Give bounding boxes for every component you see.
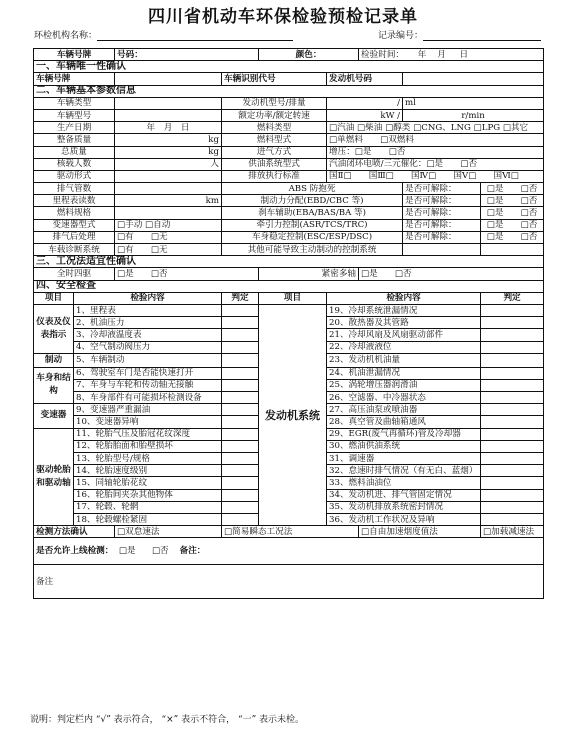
section-4-title: 四、安全检查	[34, 280, 544, 292]
esc-options[interactable]: □是 □否	[481, 231, 544, 243]
footnote: 说明：判定栏内 “√” 表示符合， “×” 表示不符合， “一” 表示未检。	[30, 715, 305, 725]
group-engine: 发动机系统	[259, 304, 327, 525]
awd-options[interactable]: □是 □否	[115, 268, 259, 280]
method-transient[interactable]: □简易瞬态工况法	[222, 526, 359, 538]
page-title: 四川省机动车环保检验预检记录单	[148, 7, 418, 27]
org-name-label: 环检机构名称：	[34, 31, 98, 41]
judge-cell[interactable]	[481, 304, 544, 316]
allow-online-row: 是否允许上线检测： □是 □否 备注：	[34, 538, 544, 565]
group-body: 车身和结构	[34, 367, 74, 404]
allow-yes[interactable]: □是	[118, 546, 136, 557]
gearbox-options[interactable]: □手动 □自动	[115, 219, 222, 231]
method-dual-idle[interactable]: □双怠速法	[115, 526, 222, 538]
multi-axle-options[interactable]: □是 □否	[359, 268, 544, 280]
emission-standard-options[interactable]: 国Ⅱ□ 国Ⅲ□ 国Ⅳ□ 国Ⅴ□ 国Ⅵ□	[327, 170, 544, 182]
aftertreatment-options[interactable]: □有 □无	[115, 231, 222, 243]
section-1-title: 一、车辆唯一性确认	[34, 61, 544, 73]
fuel-system-options[interactable]: 汽油闭环电喷/三元催化：□是 □否	[327, 158, 544, 170]
color-field[interactable]: 颜色：	[259, 49, 359, 61]
allow-no[interactable]: □否	[151, 546, 169, 557]
section-2-title: 二、车辆基本参数信息	[34, 85, 544, 97]
serial-number-field[interactable]	[378, 28, 541, 41]
ebd-options[interactable]: □是 □否	[481, 195, 544, 207]
judge-cell[interactable]	[222, 304, 259, 316]
serial-number-label: 记录编号：	[378, 31, 424, 41]
group-wheel: 驱动轮胎和驱动轴	[34, 428, 74, 526]
eba-options[interactable]: □是 □否	[481, 207, 544, 219]
method-lug-down[interactable]: □加载减速法	[481, 526, 544, 538]
inspection-form: 车辆号牌 号码： 颜色： 检验时间： 年 月 日 一、车辆唯一性确认 车辆号牌 车辆识别代号 发动机号码 二、车辆基本参数信息 车辆类型 发动机型号/排量 / ml 车辆型号 额定功率/额定转速 kW / r/min 生产日期 年 月 日 燃料类型 □汽油 □柴油 □醇类 □CNG、LNG □LPG □其它 整备质量 kg 燃料型式 □单燃料 □双燃料 总质量 kg 进气方式 增压：□是 □否 核载人数 人 供油系统型式 汽油闭环电喷/三元催化：□是 □否 驱动形式 排放执行标准 国Ⅱ□ 国Ⅲ□ 国Ⅳ□ 国Ⅴ□ 国Ⅵ□ 排气管数 ABS 防抱死 是否可解除： □是 □否 里程表读数 km 制动力分配(EBD/CBC 等) 是否可解除： □是 □否 燃料规格 刹车辅助(EBA/BAS/BA 等) 是否可解除： □是 □否 变速器型式 □手动 □自动 牵引力控制(ASR/TCS/TRC) 是否可解除： □是 □否 排气后处理 □有 □无 车身稳定控制(ESC/ESP/DSC) 是否可解除： □是 □否 车载诊断系统 □有 □无 其他可能导致主动制动的控制系统 三、工况法适宜性确认 全时四驱 □是 □否 紧密多轴 □是 □否 四、安全检查 项目 检验内容 判定 项目 检验内容 判定 仪表及仪表指示 1、里程表 发动机系统 19、冷却系统泄漏情况 2、机油压力 20、散热器及其管路 3、冷却液温度表 21、冷却风扇及风扇驱动部件 4、空气制动阀压力 22、冷却液液位 制动 5、车辆制动 23、发动机机油量 车身和结构 6、驾驶室车门是否能快速打开 24、机油泄漏情况 7、车身与车轮和传动轴无接触 25、涡轮增压器润滑油 8、车身部件有可能损坏检测设备 26、空滤器、中冷器状态 变速器 9、变速器严重漏油 27、高压油泵或喷油器 10、变速器异响 28、真空管及曲轴箱通风 驱动轮胎和驱动轴 11、轮胎气压及胎冠花纹深度 29、EGR(废气再循环)管及冷却器 12、轮胎胎面和胎壁损坏 30、燃油供油系统 13、轮胎型号/规格 31、调速器 14、轮胎速度级别 32、怠速时排气情况（有无白、蓝烟） 15、同轴轮胎花纹 33、燃料油油位 16、轮胎间夹杂其他物体 34、发动机进、排气管固定情况 17、轮毂、轮辋 35、发动机排放系统密封情况 18、轮毂螺栓紧固 36、发动机工作状况及异响 检测方法确认 □双怠速法 □简易瞬态工况法 □自由加速烟度值法 □加载减速法 是否允许上线检测： □是 □否 备注： 备注	[33, 48, 544, 599]
section-3-title: 三、工况法适宜性确认	[34, 256, 544, 268]
group-instrument: 仪表及仪表指示	[34, 304, 74, 353]
abs-options[interactable]: □是 □否	[481, 183, 544, 195]
intake-options[interactable]: 增压：□是 □否	[327, 146, 544, 158]
obd-options[interactable]: □有 □无	[115, 244, 222, 256]
org-name-field[interactable]	[34, 28, 293, 41]
id-plate-field[interactable]	[115, 73, 222, 85]
group-transmission: 变速器	[34, 404, 74, 428]
asr-options[interactable]: □是 □否	[481, 219, 544, 231]
fuel-form-options[interactable]: □单燃料 □双燃料	[327, 134, 544, 146]
remark-area[interactable]: 备注	[34, 565, 544, 599]
fuel-type-options[interactable]: □汽油 □柴油 □醇类 □CNG、LNG □LPG □其它	[327, 122, 544, 134]
group-brake: 制动	[34, 353, 74, 367]
engine-number-field[interactable]	[403, 73, 544, 85]
vehicle-top-row: 车辆号牌 号码： 颜色： 检验时间： 年 月 日	[34, 49, 544, 61]
plate-number-field[interactable]: 号码：	[115, 49, 259, 61]
inspection-time-field[interactable]: 检验时间： 年 月 日	[359, 49, 544, 61]
method-free-accel[interactable]: □自由加速烟度值法	[359, 526, 481, 538]
